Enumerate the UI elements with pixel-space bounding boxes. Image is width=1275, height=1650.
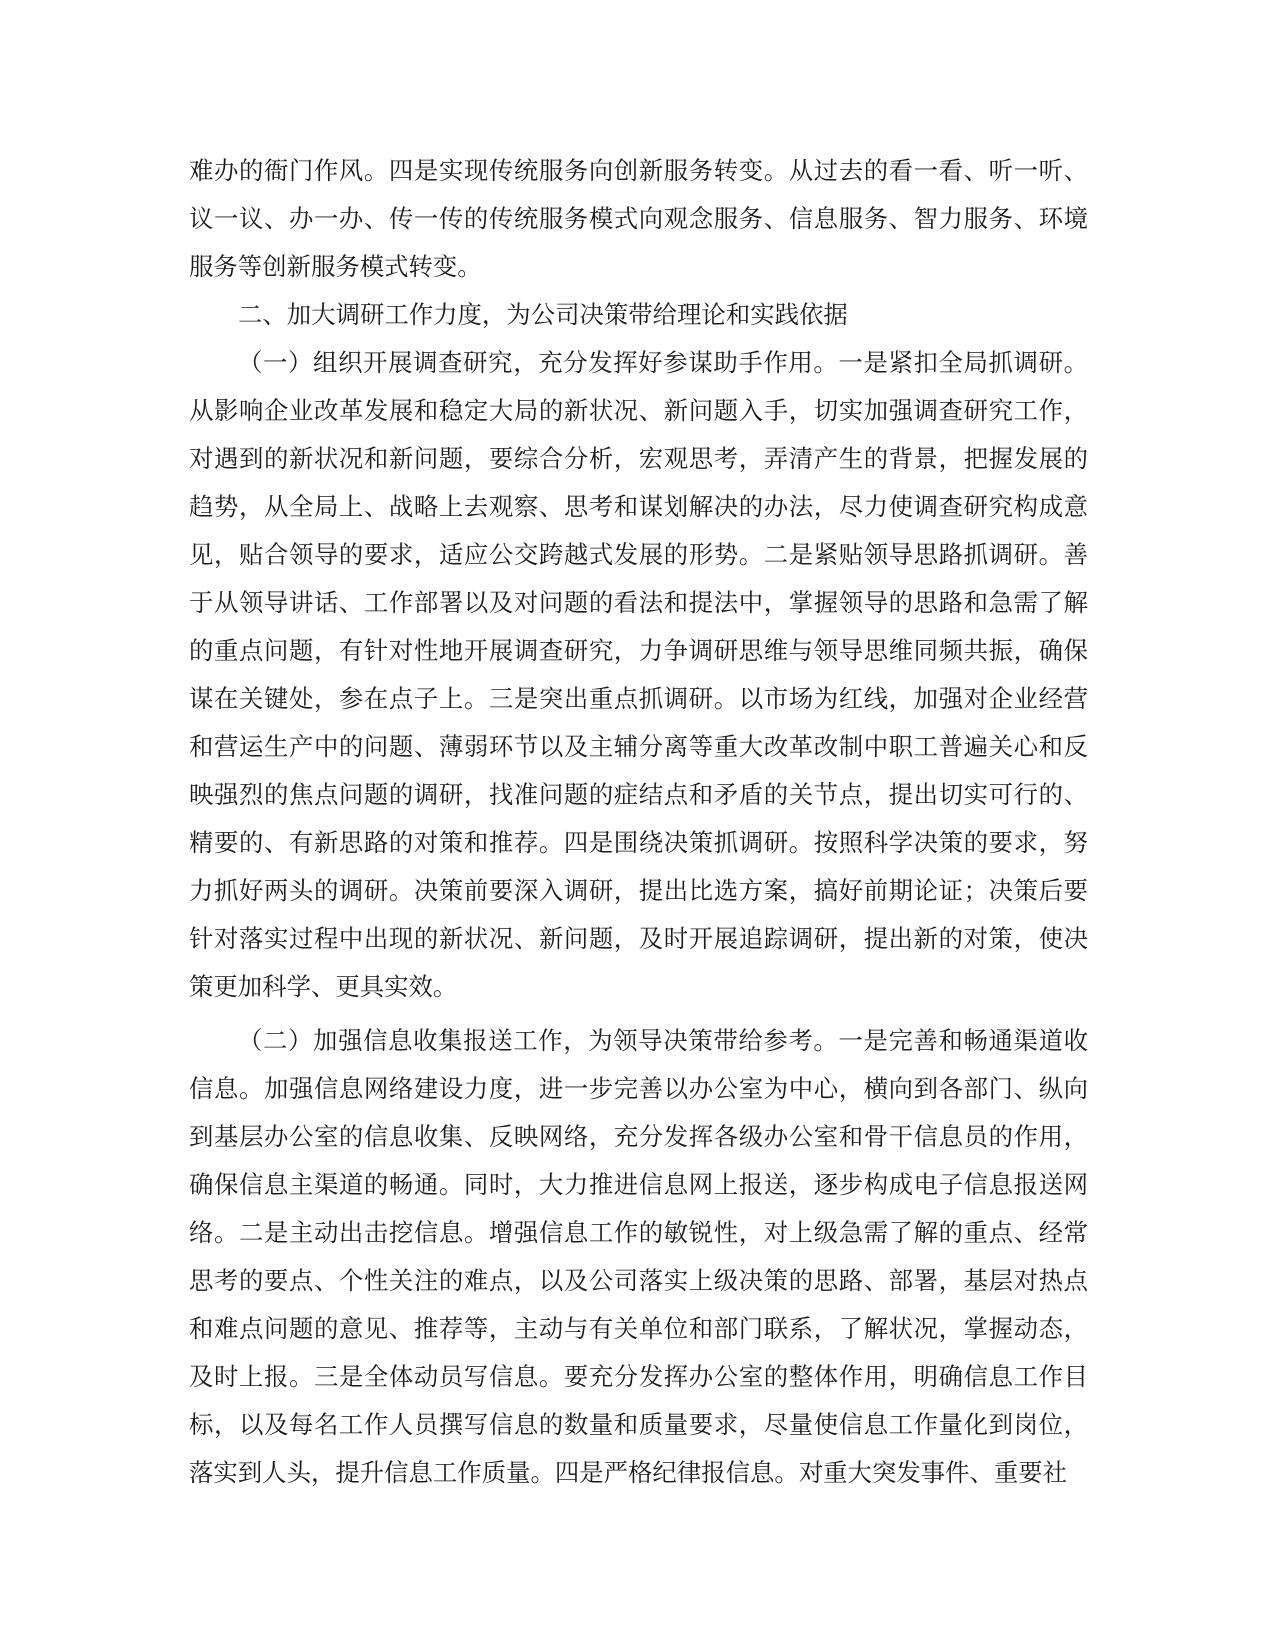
body-paragraph: （一）组织开展调查研究，充分发挥好参谋助手作用。一是紧扣全局抓调研。从影响企业改革发展和稳定大局的新状况、新问题入手，切实加强调查研究工作，对遇到的新状况和新问题，要综合分析，宏观思考，弄清产生的背景，把握发展的趋势，从全局上、战略上去观察、思考和谋划解决的办法，尽力使调查研究构成意见，贴合领导的要求，适应公交跨越式发展的形势。二是紧贴领导思路抓调研。善于从领导讲话、工作部署以及对问题的看法和提法中，掌握领导的思路和急需了解的重点问题，有针对性地开展调查研究，力争调研思维与领导思维同频共振，确保谋在关键处，参在点子上。三是突出重点抓调研。以市场为红线，加强对企业经营和营运生产中的问题、薄弱环节以及主辅分离等重大改革改制中职工普遍关心和反映强烈的焦点问题的调研，找准问题的症结点和矛盾的关节点，提出切实可行的、精要的、有新思路的对策和推荐。四是围绕决策抓调研。按照科学决策的要求，努力抓好两头的调研。决策前要深入调研，提出比选方案，搞好前期论证；决策后要针对落实过程中出现的新状况、新问题，及时开展追踪调研，提出新的对策，使决策更加科学、更具实效。 xyxy=(189,348,1088,1001)
body-paragraph: （二）加强信息收集报送工作，为领导决策带给参考。一是完善和畅通渠道收信息。加强信息网络建设力度，进一步完善以办公室为中心，横向到各部门、纵向到基层办公室的信息收集、反映网络，充分发挥各级办公室和骨干信息员的作用，确保信息主渠道的畅通。同时，大力推进信息网上报送，逐步构成电子信息报送网络。二是主动出击挖信息。增强信息工作的敏锐性，对上级急需了解的重点、经常思考的要点、个性关注的难点，以及公司落实上级决策的思路、部署，基层对热点和难点问题的意见、推荐等，主动与有关单位和部门联系，了解状况，掌握动态，及时上报。三是全体动员写信息。要充分发挥办公室的整体作用，明确信息工作目标，以及每名工作人员撰写信息的数量和质量要求，尽量使信息工作量化到岗位，落实到人头，提升信息工作质量。四是严格纪律报信息。对重大突发事件、重要社 xyxy=(189,1026,1088,1487)
section-heading: 二、加大调研工作力度，为公司决策带给理论和实践依据 xyxy=(238,300,848,329)
continuation-paragraph: 难办的衙门作风。四是实现传统服务向创新服务转变。从过去的看一看、听一听、议一议、办一办、传一传的传统服务模式向观念服务、信息服务、智力服务、环境服务等创新服务模式转变。 xyxy=(189,156,1088,281)
document-body xyxy=(189,147,1088,1497)
